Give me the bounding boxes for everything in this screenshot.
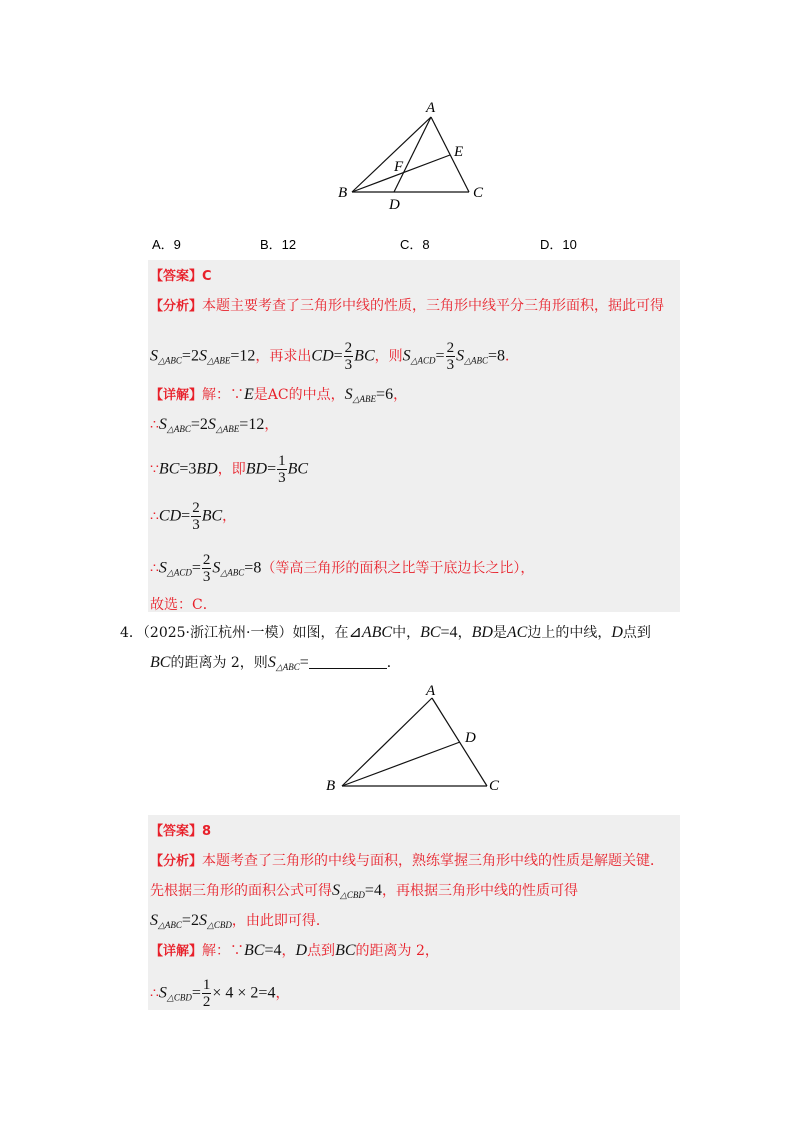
q3-analysis-formula: $S_{\triangle ABC}=2S_{\triangle ABE}=12$，再求出CD= $\frac{2}{3}$ BC，则$S_{\triangle ACD}=$ $\frac{2}{3}$ $S_{\triangle ABC}=8$． (150, 340, 520, 373)
option-c[interactable]: C．8 (400, 237, 430, 252)
label-b: B (338, 185, 348, 201)
q4-analysis-1: 【分析】本题考查了三角形的中线与面积，熟练掌握三角形中线的性质是解题关键． (150, 853, 665, 869)
q4-question-line1: 4．（2025·浙江杭州·一模）如图，在⊿ABC中，BC=4，BD是AC边上的中线，D点到 (120, 624, 651, 641)
q4-analysis-2: 先根据三角形的面积公式可得$S_{\triangle CBD}=4$，再根据三角形中线的性质可得 (150, 882, 578, 900)
answer-blank[interactable] (309, 654, 387, 669)
q3-detail-4: ∴CD= $\frac{2}{3}$ BC， (150, 500, 237, 533)
option-d[interactable]: D．10 (540, 237, 577, 252)
option-b[interactable]: B．12 (260, 237, 297, 252)
label-c: C (473, 185, 484, 201)
label2-a: A (426, 683, 436, 699)
label-a: A (426, 100, 436, 116)
q3-conclusion: 故选：C． (150, 597, 217, 613)
label2-c: C (489, 778, 500, 794)
option-a[interactable]: A．9 (152, 237, 181, 252)
label2-d: D (465, 730, 476, 746)
q4-detail-1: 【详解】解：∵BC=4，D点到BC的距离为 2， (150, 942, 439, 959)
q4-question-line2: BC的距离为 2，则$S_{\triangle ABC}=$ ． (150, 654, 401, 672)
answer-options (152, 234, 712, 254)
label-d: D (389, 197, 400, 213)
label-f: F (394, 159, 404, 175)
label2-b: B (326, 778, 336, 794)
q4-answer: 【答案】8 (150, 824, 212, 839)
label-e: E (454, 144, 464, 160)
q3-analysis: 【分析】本题主要考查了三角形中线的性质，三角形中线平分三角形面积，据此可得 (150, 298, 665, 314)
q3-detail-5: $\therefore S_{\triangle ACD}=$ $\frac{2}{3}$ $S_{\triangle ABC}=8$（等高三角形的面积之比等于底边长之比）， (150, 552, 535, 585)
q3-detail-1: 【详解】解：∵E是AC的中点，$S_{\triangle ABE}=6$， (150, 386, 408, 404)
figure-1-triangle (330, 100, 490, 220)
q3-detail-2: $\therefore S_{\triangle ABC}=2S_{\triangle ABE}=12$， (150, 416, 279, 434)
q3-detail-3: ∵BC=3BD，即BD= $\frac{1}{3}$ BC (150, 453, 309, 486)
q3-answer: 【答案】C (150, 269, 212, 284)
q4-detail-2: $\therefore S_{\triangle CBD}=$ $\frac{1}{2}$ × 4 × 2=4， (150, 977, 290, 1010)
q4-analysis-3: $S_{\triangle ABC}=2S_{\triangle CBD}$，由此即可得． (150, 912, 330, 930)
